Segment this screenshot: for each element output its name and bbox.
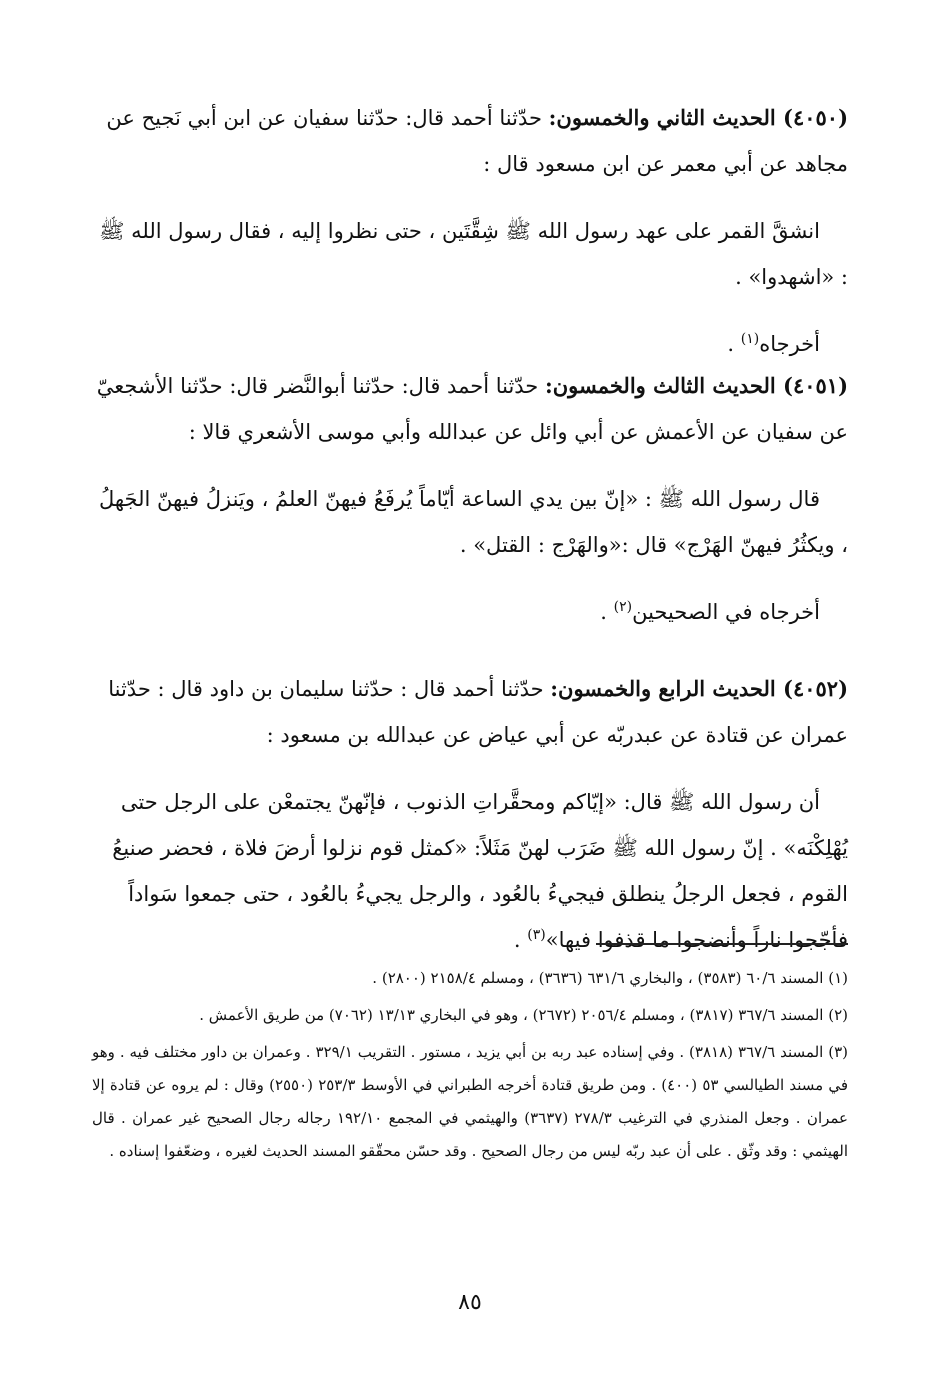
hadith-4051 bbox=[92, 342, 848, 656]
hadith-4051-chain: (٤٠٥١) الحديث الثالث والخمسون: حدّثنا أحمد قال: حدّثنا أبوالنَّضر قال: حدّثنا الأشجعيّ عن سفيان عن الأعمش عن أبي وائل عن عبدالله وأبي موسى الأشعري قالا : bbox=[96, 373, 848, 444]
hadith-4051-text: قال رسول الله ﷺ : «إنّ بين يدي الساعة أيّاماً يُرفَعُ فيهنّ العلمُ ، ويَنزلُ فيهنّ الجَهلُ ، ويكثُرُ فيهنّ الهَرْج» قال :«والهَرْج : القتل» . bbox=[98, 487, 848, 557]
page-number: ٨٥ bbox=[458, 1290, 482, 1315]
hadith-4052-chain: (٤٠٥٢) الحديث الرابع والخمسون: حدّثنا أحمد قال : حدّثنا سليمان بن داود قال : حدّثنا عمران عن قتادة عن عبدربّه عن أبي عياض عن عبدالله بن مسعود : bbox=[108, 676, 848, 747]
hadith-4050-text: انشقَّ القمر على عهد رسول الله ﷺ شِقَّتَين ، حتى نظروا إليه ، فقال رسول الله ﷺ : «اشهدوا» . bbox=[99, 219, 848, 289]
footnote-ref-2[interactable]: (٢) bbox=[613, 599, 633, 615]
footnotes bbox=[92, 962, 848, 1172]
hadith-4051-heading: (٤٠٥١) الحديث الثالث والخمسون: bbox=[544, 373, 848, 398]
hadith-4050-heading: (٤٠٥٠) الحديث الثاني والخمسون: bbox=[548, 105, 848, 130]
footnote-2: (٢) المسند ٣٦٧/٦ (٣٨١٧) ، ومسلم ٢٠٥٦/٤ (٢٦٧٢) ، وهو في البخاري ١٣/١٣ (٧٠٦٢) من طريق الأعمش . bbox=[199, 1006, 848, 1024]
hadith-4050-takhrij: أخرجاه$^{(١)}$ . bbox=[727, 331, 820, 356]
hadith-4052 bbox=[92, 645, 848, 984]
footnote-ref-3[interactable]: (٣) bbox=[527, 927, 546, 943]
hadith-4052-text: أن رسول الله ﷺ قال: «إيّاكم ومحقَّراتِ الذنوب ، فإنّهنّ يجتمعْن على الرجل حتى يُهْلِكْنَه» . إنّ رسول الله ﷺ ضَرَب لهنّ مَثَلاً: «كمثل قوم نزلوا أرضَ فلاة ، فحضر صنيعُ القوم ، فجعل الرجلُ ينطلق فيجيءُ بالعُود ، والرجل يجيءُ بالعُود ، حتى جمعوا سَواداً فأجّجوا ناراً وأنضجوا ما قذفوا فيها»$^{(٣)}$ . bbox=[112, 790, 848, 952]
footnote-ref-1[interactable]: (١) bbox=[740, 331, 760, 347]
footnote-1: (١) المسند ٦٠/٦ (٣٥٨٣) ، والبخاري ٦٣١/٦ (٣٦٣٦) ، ومسلم ٢١٥٨/٤ (٢٨٠٠) . bbox=[372, 969, 848, 987]
footnote-3: (٣) المسند ٣٦٧/٦ (٣٨١٨) . وفي إسناده عبد ربه بن أبي يزيد ، مستور . التقريب ٣٢٩/١ . وعمران بن داور مختلف فيه . وهو في مسند الطيالسي ٥٣ (٤٠٠) . ومن طريق قتادة أخرجه الطبراني في الأوسط ٢٥٣/٣ (٢٥٥٠) وقال : لم يروه عن قتادة إلا عمران . وجعل المنذري في الترغيب ٢٧٨/٣ (٣٦٣٧) والهيثمي في المجمع ١٩٢/١٠ رجاله رجال الصحيح غير عمران . قال الهيثمي : وقد وثّق . على أن عبد ربّه ليس من رجال الصحيح . وقد حسّن محقّقو المسند الحديث لغيره ، وضعّفوا إسناده . bbox=[92, 1043, 849, 1160]
hadith-4051-takhrij: أخرجاه في الصحيحين$^{(٢)}$ . bbox=[600, 599, 820, 624]
hadith-4050 bbox=[92, 74, 848, 388]
hadith-4052-heading: (٤٠٥٢) الحديث الرابع والخمسون: bbox=[550, 676, 848, 701]
hadith-4050-chain: (٤٠٥٠) الحديث الثاني والخمسون: حدّثنا أحمد قال: حدّثنا سفيان عن ابن أبي نَجيح عن مجاهد عن أبي معمر عن ابن مسعود قال : bbox=[106, 105, 848, 176]
footnote-divider bbox=[596, 943, 848, 945]
